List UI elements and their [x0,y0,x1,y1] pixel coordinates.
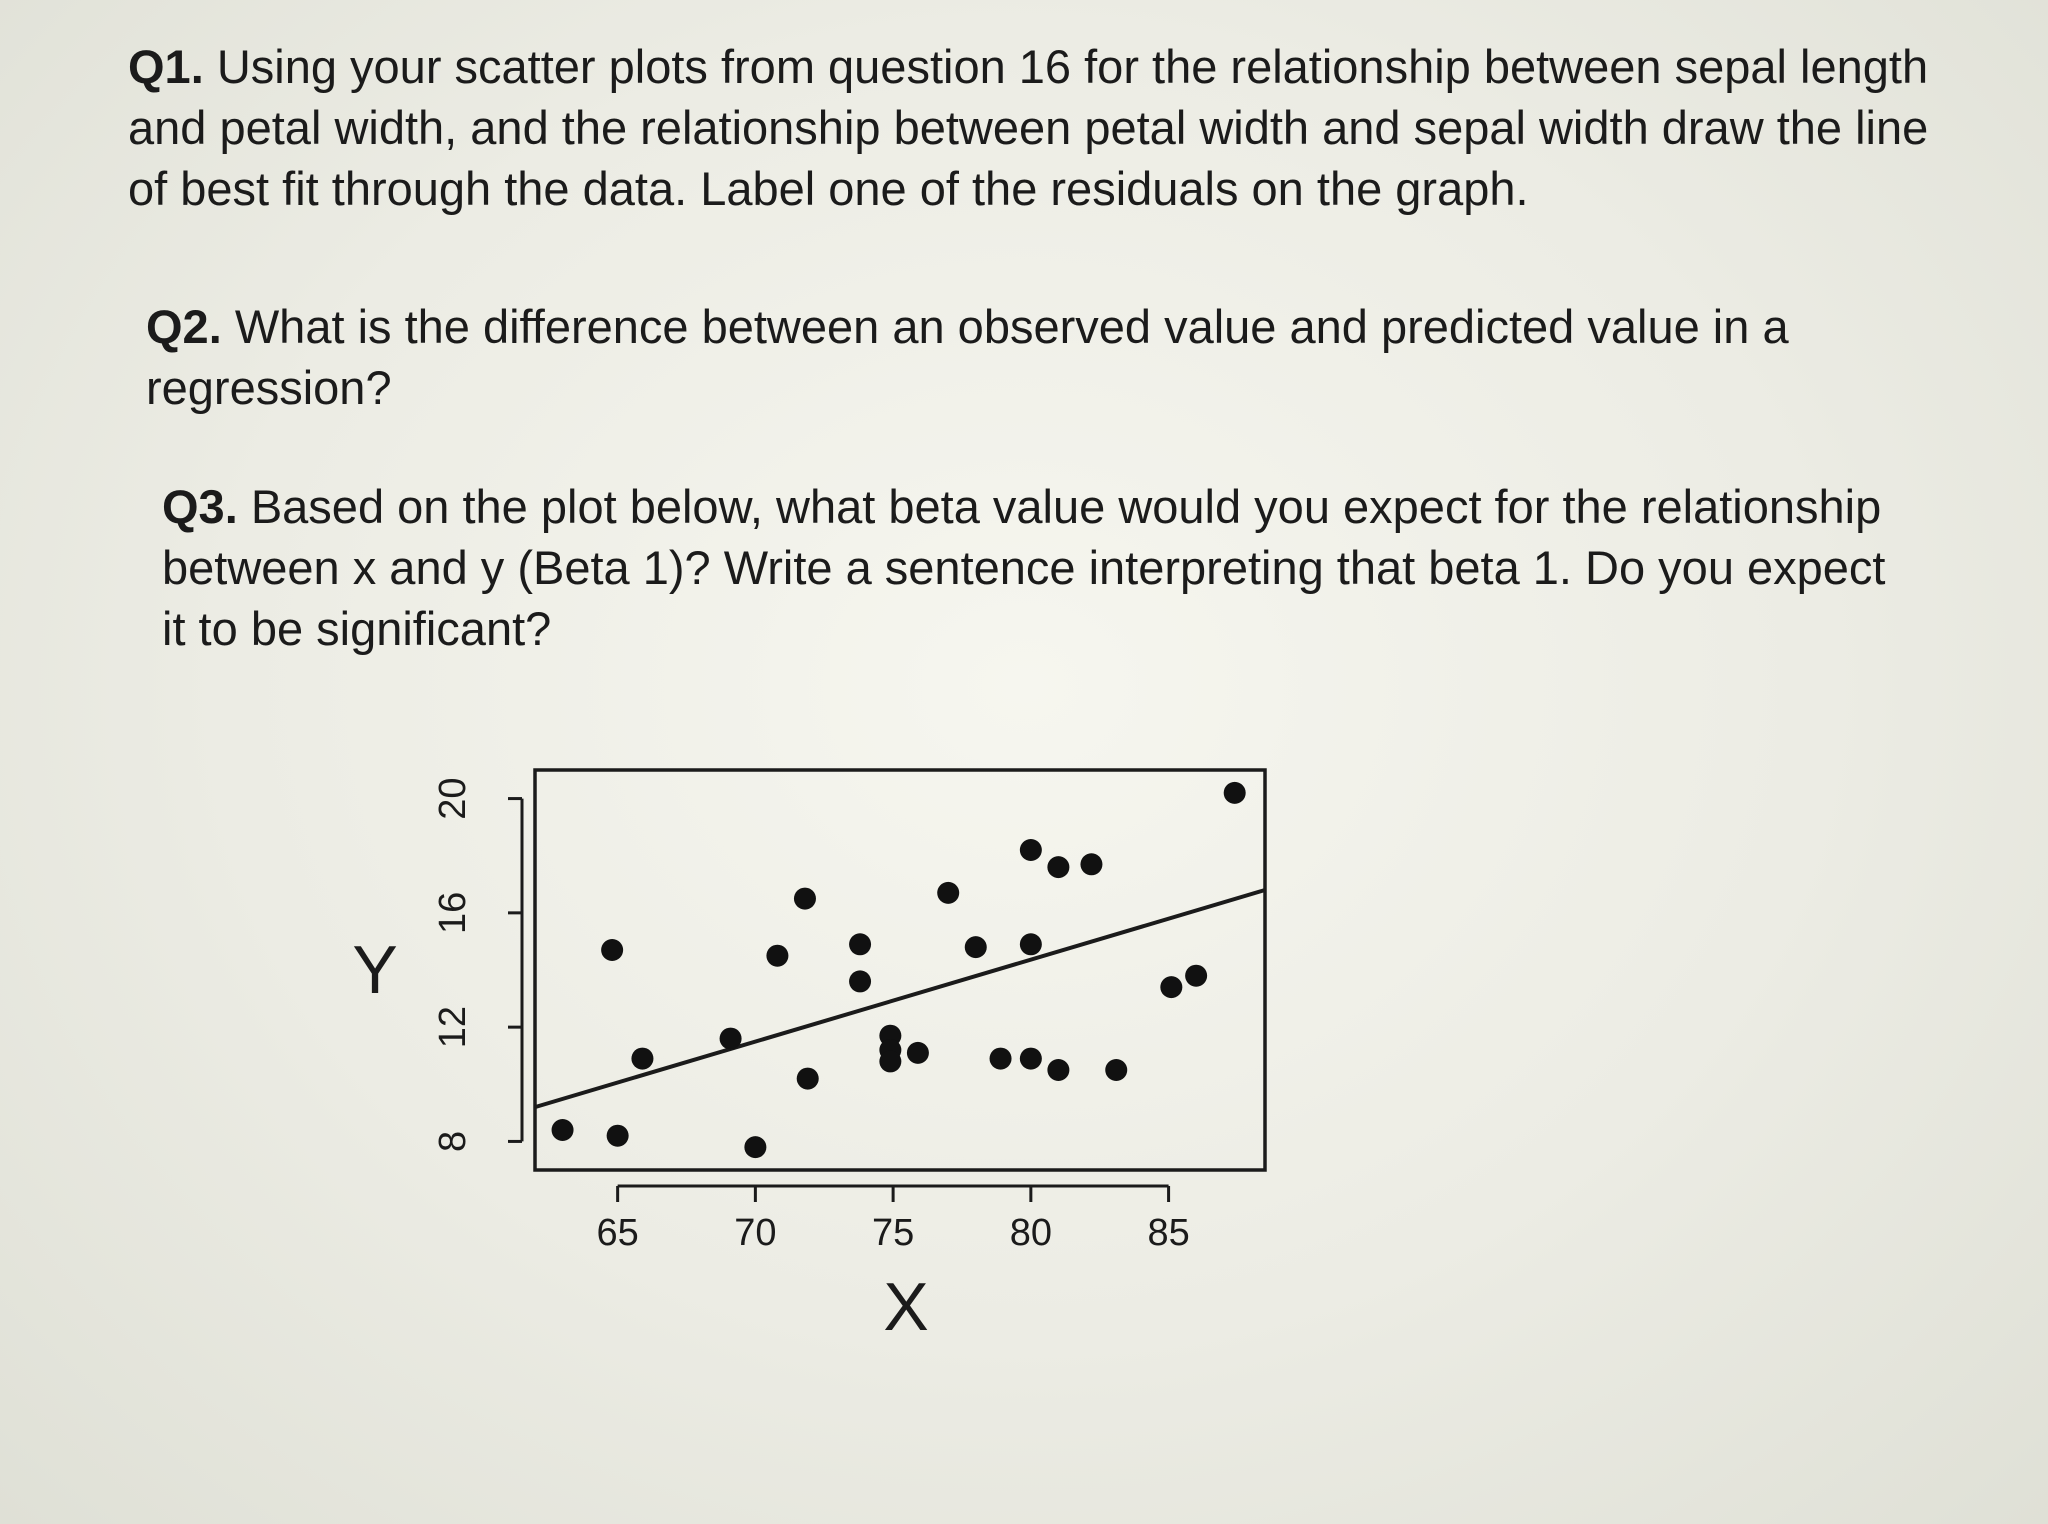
data-points [552,782,1246,1158]
data-point [720,1028,742,1050]
y-axis-label: Y [352,932,398,1008]
plot-frame [535,770,1265,1170]
question-3-text: Based on the plot below, what beta value would you expect for the relationship between x and y (Beta 1)? Write a sentence interpreting that beta 1. Do you expect it to be significant? [162,480,1886,655]
data-point [601,939,623,961]
data-point [907,1042,929,1064]
data-point [797,1068,819,1090]
y-tick-label: 16 [432,891,474,934]
data-point [849,970,871,992]
data-point [1224,782,1246,804]
data-point [1105,1059,1127,1081]
data-point [794,888,816,910]
question-2 [146,296,1796,418]
best-fit-line [535,890,1265,1107]
x-axis-label: X [883,1269,929,1345]
data-point [1185,965,1207,987]
data-point [1020,1048,1042,1070]
y-axis [432,777,522,1152]
x-tick-label: 70 [734,1212,777,1254]
y-tick-label: 8 [432,1130,474,1152]
y-tick-label: 12 [432,1006,474,1049]
question-1-label: Q1. [128,40,204,93]
question-3 [162,476,1922,659]
data-point [879,1050,901,1072]
question-1-text: Using your scatter plots from question 16 for the relationship between sepal length and petal width, and the relationship between petal width and sepal width draw the line of best fit through the data. Label one of the residuals on the graph. [128,40,1929,215]
x-tick-label: 85 [1147,1212,1190,1254]
x-tick-label: 65 [596,1212,639,1254]
question-1 [128,36,1958,219]
data-point [1160,976,1182,998]
scatter-chart [300,740,1320,1360]
data-point [1020,839,1042,861]
x-axis [597,1186,1190,1254]
question-3-label: Q3. [162,480,238,533]
data-point [1047,1059,1069,1081]
data-point [766,945,788,967]
question-2-text: What is the difference between an observed value and predicted value in a regression? [146,300,1789,414]
data-point [552,1119,574,1141]
data-point [965,936,987,958]
data-point [1080,853,1102,875]
data-point [607,1125,629,1147]
data-point [744,1136,766,1158]
data-point [1020,933,1042,955]
y-tick-label: 20 [432,777,474,820]
data-point [990,1048,1012,1070]
data-point [1047,856,1069,878]
data-point [631,1048,653,1070]
data-point [849,933,871,955]
data-point [937,882,959,904]
x-tick-label: 75 [871,1212,915,1254]
x-tick-label: 80 [1009,1212,1052,1254]
question-2-label: Q2. [146,300,222,353]
